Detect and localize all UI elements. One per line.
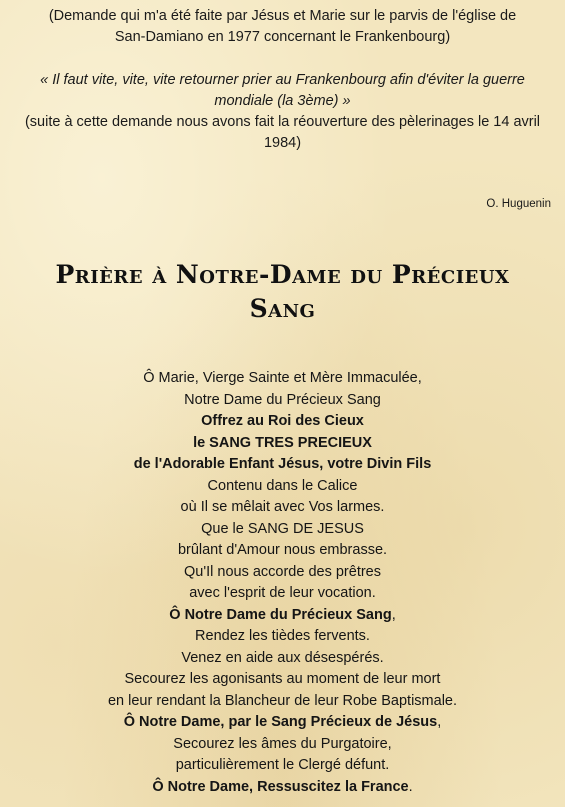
title-line-1: Prière à Notre-Dame du Précieux — [55, 260, 510, 289]
intro-quote — [10, 70, 555, 112]
prayer-punct: , — [437, 714, 442, 730]
quote-line-1: « Il faut vite, vite, vite retourner prier au Frankenbourg afin d'éviter la guerre — [40, 72, 525, 88]
prayer-invocation: Ô Notre Dame, Ressuscitez la France — [152, 778, 409, 795]
prayer-line-bold: Offrez au Roi des Cieux — [201, 413, 364, 429]
prayer-line-mixed — [0, 712, 565, 734]
prayer-line-mixed — [0, 777, 565, 799]
prayer-line-mixed — [0, 605, 565, 627]
prayer-line: Que le SANG DE JESUS — [201, 520, 364, 537]
prayer-line: Contenu dans le Calice — [207, 477, 358, 494]
note-line-1: (suite à cette demande nous avons fait la réouverture des pèlerinages le 14 avril — [24, 114, 541, 130]
prayer-line-bold: de l'Adorable Enfant Jésus, votre Divin Fils — [133, 456, 432, 472]
signature: O. Huguenin — [486, 198, 551, 210]
intro-note — [10, 112, 555, 154]
prayer-line: Secourez les âmes du Purgatoire, — [173, 735, 392, 752]
prayer-line: brûlant d'Amour nous embrasse. — [177, 542, 388, 558]
title-line-2: Sang — [249, 294, 316, 323]
prayer-line: Ô Marie, Vierge Sainte et Mère Immaculée, — [143, 370, 422, 386]
intro-line-1: (Demande qui m'a été faite par Jésus et Marie sur le parvis de l'église de — [48, 8, 517, 24]
prayer-line: Rendez les tièdes fervents. — [195, 628, 370, 644]
prayer-invocation: Ô Notre Dame du Précieux Sang — [169, 606, 392, 623]
prayer-line: avec l'esprit de leur vocation. — [189, 585, 376, 601]
prayer-line: Secourez les agonisants au moment de leur mort — [124, 671, 441, 687]
prayer-punct: , — [391, 606, 396, 623]
intro-request — [10, 6, 555, 48]
note-line-2: 1984) — [263, 135, 302, 151]
prayer-title — [0, 258, 565, 326]
prayer-line: Venez en aide aux désespérés. — [181, 649, 384, 666]
quote-line-2: mondiale (la 3ème) » — [214, 93, 351, 109]
prayer-line: en leur rendant la Blancheur de leur Robe Baptismale. — [107, 692, 458, 709]
prayer-line: où Il se mêlait avec Vos larmes. — [180, 499, 385, 515]
prayer-invocation: Ô Notre Dame, par le Sang Précieux de Jésus — [123, 714, 438, 730]
intro-line-2: San-Damiano en 1977 concernant le Frankenbourg) — [114, 29, 451, 45]
prayer-line: Qu'Il nous accorde des prêtres — [183, 563, 381, 580]
prayer-line-bold: le SANG TRES PRECIEUX — [193, 434, 372, 451]
prayer-line: Notre Dame du Précieux Sang — [184, 391, 381, 408]
prayer-line: particulièrement le Clergé défunt. — [175, 757, 390, 773]
prayer-text — [0, 368, 565, 798]
prayer-punct: . — [408, 778, 413, 795]
